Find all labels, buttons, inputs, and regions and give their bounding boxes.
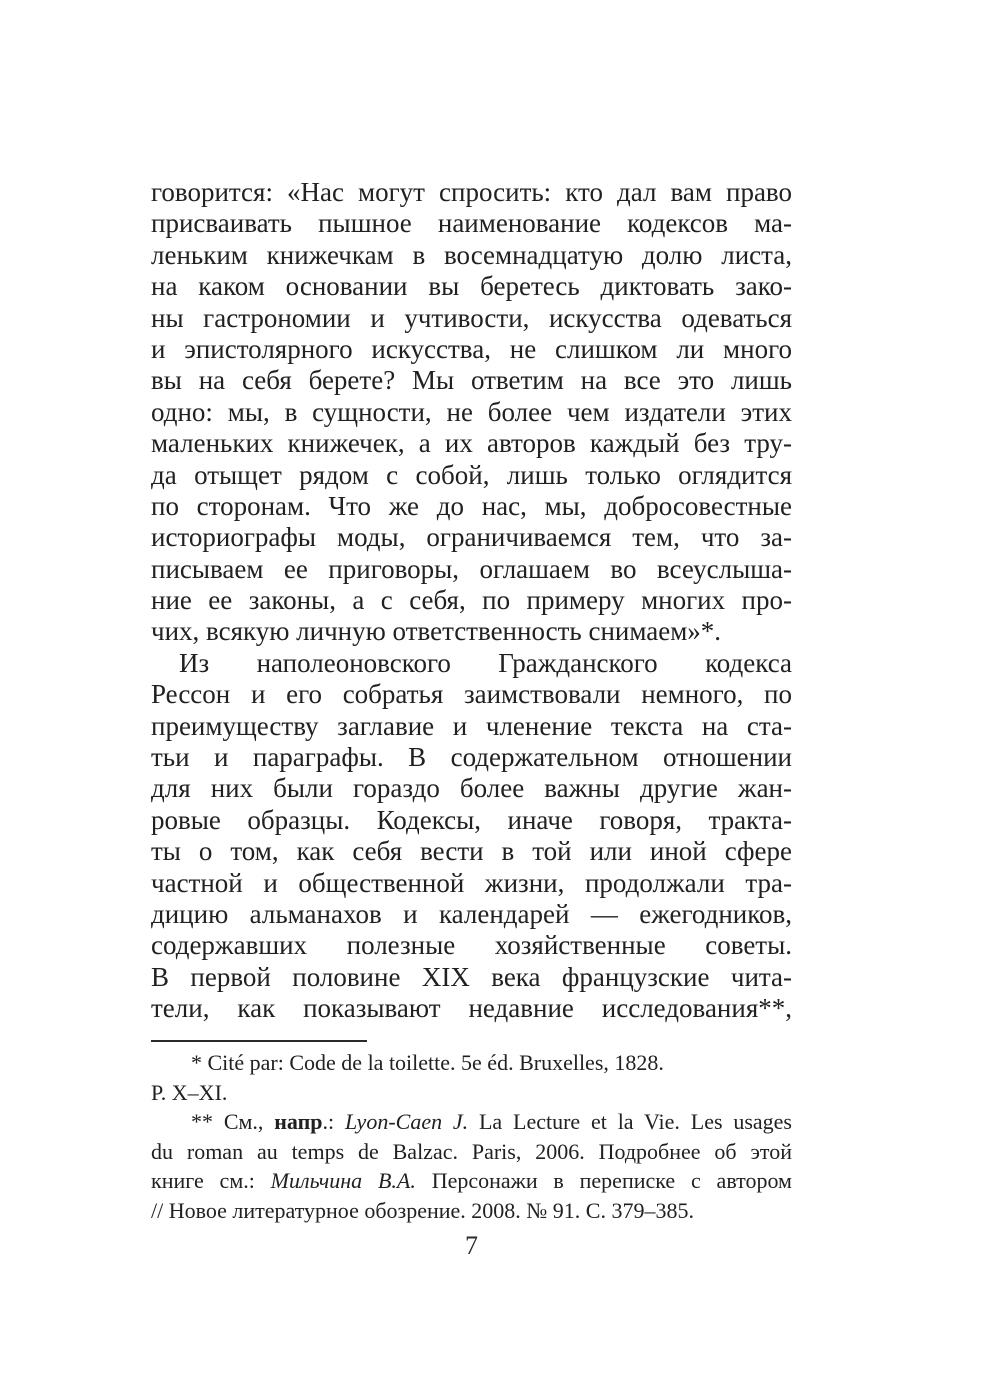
text-line: тели, как показывают недавние исследования**, xyxy=(151,993,792,1024)
footnote-line: ** См., напр.: Lyon-Caen J. La Lecture et la Vie. Les usages xyxy=(191,1109,792,1135)
text-line: присваивать пышное наименование кодексов ма- xyxy=(151,208,792,239)
text-line: В первой половине XIX века французские чита- xyxy=(151,961,792,992)
text-line: содержавших полезные хозяйственные советы. xyxy=(151,930,792,961)
page-number: 7 xyxy=(465,1231,478,1260)
footnote-separator xyxy=(151,1040,367,1042)
text-line: для них были гораздо более важны другие жан- xyxy=(151,773,792,804)
text-line: дицию альманахов и календарей — ежегодников, xyxy=(151,898,792,929)
text-line: ны гастрономии и учтивости, искусства одеваться xyxy=(151,302,792,333)
text-line: маленьких книжечек, а их авторов каждый без тру- xyxy=(151,428,792,459)
text-line: писываем ее приговоры, оглашаем во всеуслыша- xyxy=(151,553,792,584)
paragraph xyxy=(151,648,792,1025)
text-line: говорится: «Нас могут спросить: кто дал вам право xyxy=(151,177,792,207)
text-line: ние ее законы, а с себя, по примеру многих про- xyxy=(151,585,792,616)
footnote-line: // Новое литературное обозрение. 2008. № 91. С. 379–385. xyxy=(151,1197,694,1223)
text-line: по сторонам. Что же до нас, мы, добросовестные xyxy=(151,490,792,521)
main-text-block xyxy=(151,177,792,1025)
text-line: одно: мы, в сущности, не более чем издатели этих xyxy=(151,396,792,427)
footnote-line: du roman au temps de Balzac. Paris, 2006. Подробнее об этой xyxy=(151,1138,792,1164)
text-line: на каком основании вы беретесь диктовать зако- xyxy=(151,271,792,302)
text-line: да отыщет рядом с собой, лишь только оглядится xyxy=(151,459,792,490)
text-line: леньким книжечкам в восемнадцатую долю листа, xyxy=(151,239,792,270)
text-line: тьи и параграфы. В содержательном отношении xyxy=(151,742,792,773)
footnotes-block xyxy=(151,1048,792,1226)
footnote-line: * Cité par: Code de la toilette. 5e éd. Bruxelles, 1828. xyxy=(191,1050,664,1075)
footnote-line: P. X–XI. xyxy=(151,1079,228,1105)
text-line: ровые образцы. Кодексы, иначе говоря, тракта- xyxy=(151,804,792,835)
text-line: чих, всякую личную ответственность снимаем»*. xyxy=(151,616,722,647)
text-line: историографы моды, ограничиваемся тем, что за- xyxy=(151,522,792,553)
text-line: вы на себя берете? Мы ответим на все это лишь xyxy=(151,365,792,396)
paragraph xyxy=(151,177,792,648)
text-line: частной и общественной жизни, продолжали тра- xyxy=(151,867,792,898)
text-line: Рессон и его собратья заимствовали немного, по xyxy=(151,679,792,710)
text-line: Из наполеоновского Гражданского кодекса xyxy=(179,647,792,678)
text-line: и эпистолярного искусства, не слишком ли много xyxy=(151,333,792,364)
text-line: преимуществу заглавие и членение текста на ста- xyxy=(151,710,792,741)
text-line: ты о том, как себя вести в той или иной сфере xyxy=(151,836,792,867)
footnote-line: книге см.: Мильчина В.А. Персонажи в переписке с автором xyxy=(151,1168,792,1194)
